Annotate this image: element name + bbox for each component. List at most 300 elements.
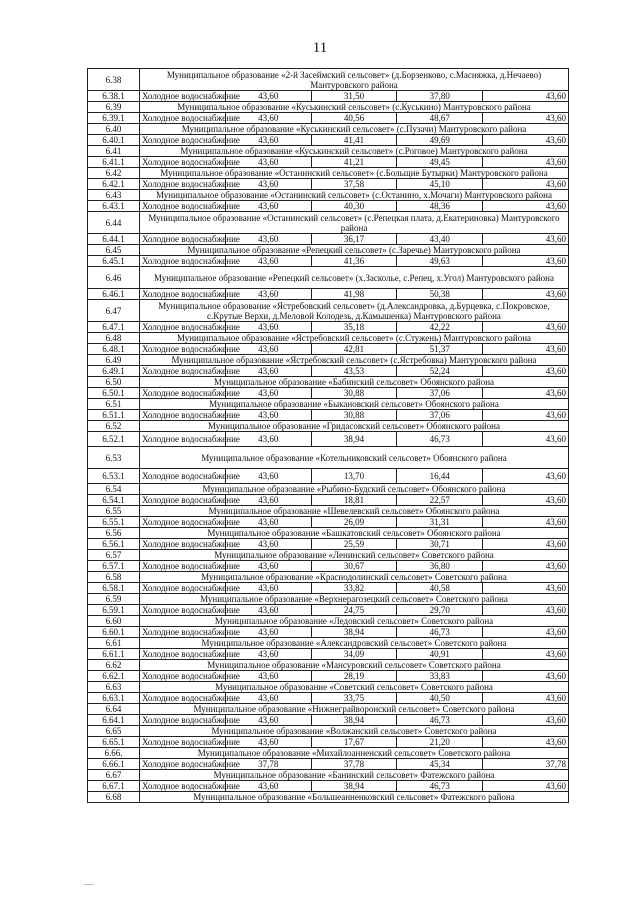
tariff-value-3: 50,38 [397,289,483,300]
row-number: 6.54.1 [88,495,140,506]
municipality-row [88,447,569,469]
row-number: 6.68 [88,792,140,803]
tariff-value-1: 43,60 [225,517,311,528]
tariff-value-4: 43,60 [483,517,569,528]
tariff-row [88,201,569,212]
service-name: Холодное водоснабжение [140,432,226,447]
service-name: Холодное водоснабжение [140,344,226,355]
municipality-title: Муниципальное образование «Куськинский сельсовет» (с.Роговое) Мантуровского района [140,146,569,157]
municipality-row [88,594,569,605]
municipality-row [88,146,569,157]
municipality-title: Муниципальное образование «Шевелевский сельсовет» Обоянского района [140,506,569,517]
tariff-value-2: 38,94 [311,781,397,792]
tariff-row [88,256,569,267]
tariff-row [88,781,569,792]
tariff-value-3: 49,69 [397,135,483,146]
row-number: 6.62 [88,660,140,671]
tariff-row [88,715,569,726]
tariff-value-2: 30,67 [311,561,397,572]
municipality-row [88,528,569,539]
tariff-value-4: 43,60 [483,366,569,377]
tariff-value-4: 43,60 [483,113,569,124]
tariff-row [88,289,569,300]
municipality-row [88,616,569,627]
row-number: 6.66. [88,748,140,759]
municipality-row [88,69,569,91]
tariff-value-3: 42,22 [397,322,483,333]
municipality-title: Муниципальное образование «Михайлоанненский сельсовет» Советского района [140,748,569,759]
tariff-row [88,649,569,660]
row-number: 6.65 [88,726,140,737]
tariff-row [88,91,569,102]
tariff-value-2: 13,70 [311,469,397,484]
row-number: 6.42 [88,168,140,179]
service-name: Холодное водоснабжение [140,410,226,421]
tariff-value-1: 43,60 [225,627,311,638]
row-number: 6.47 [88,300,140,322]
tariff-value-4: 43,60 [483,432,569,447]
tariff-value-3: 51,37 [397,344,483,355]
row-number: 6.66.1 [88,759,140,770]
tariff-value-4: 43,60 [483,344,569,355]
municipality-title: Муниципальное образование «Мансуровский сельсовет» Советского района [140,660,569,671]
municipality-title: Муниципальное образование «Репецкий сельсовет» (с.Заречье) Мантуровского района [140,245,569,256]
tariff-value-2: 38,94 [311,432,397,447]
tariff-value-3: 48,36 [397,201,483,212]
tariff-value-1: 43,60 [225,671,311,682]
municipality-title: Муниципальное образование «Рыбино-Будский сельсовет» Обоянского района [140,484,569,495]
municipality-row [88,267,569,289]
service-name: Холодное водоснабжение [140,113,226,124]
tariff-value-4: 43,60 [483,201,569,212]
tariff-value-1: 43,60 [225,135,311,146]
row-number: 6.57 [88,550,140,561]
tariff-value-4: 43,60 [483,539,569,550]
service-name: Холодное водоснабжение [140,256,226,267]
tariff-value-2: 26,09 [311,517,397,528]
tariff-value-4: 43,60 [483,256,569,267]
municipality-row [88,506,569,517]
tariff-value-4: 43,60 [483,179,569,190]
municipality-title: Муниципальное образование «Ястребовский сельсовет» (д.Александровка, д.Бурцевка, с.Покровское, с.Крутые Верхи, д.Меловой Колодезь, д.Камышенка) Мантуровского района [140,300,569,322]
tariff-value-4: 43,60 [483,91,569,102]
municipality-row [88,421,569,432]
municipality-title: Муниципальное образование «Нижнеграйворонский сельсовет» Советского района [140,704,569,715]
tariff-value-4: 43,60 [483,289,569,300]
municipality-title: Муниципальное образование «Советский сельсовет» Советского района [140,682,569,693]
row-number: 6.41 [88,146,140,157]
tariff-value-3: 45,10 [397,179,483,190]
row-number: 6.67.1 [88,781,140,792]
municipality-title: Муниципальное образование «Краснодолинский сельсовет» Советского района [140,572,569,583]
row-number: 6.46.1 [88,289,140,300]
row-number: 6.64 [88,704,140,715]
municipality-row [88,704,569,715]
municipality-title: Муниципальное образование «Куськинский сельсовет» (с.Куськино) Мантуровского района [140,102,569,113]
tariff-value-3: 40,91 [397,649,483,660]
row-number: 6.53.1 [88,469,140,484]
tariff-value-2: 31,50 [311,91,397,102]
municipality-row [88,726,569,737]
row-number: 6.60.1 [88,627,140,638]
row-number: 6.45.1 [88,256,140,267]
tariff-value-1: 43,60 [225,157,311,168]
row-number: 6.47.1 [88,322,140,333]
municipality-row [88,355,569,366]
tariff-value-4: 43,60 [483,495,569,506]
tariff-value-1: 43,60 [225,388,311,399]
tariff-value-4: 43,60 [483,234,569,245]
service-name: Холодное водоснабжение [140,469,226,484]
tariff-row [88,539,569,550]
row-number: 6.63 [88,682,140,693]
municipality-title: Муниципальное образование «Куськинский сельсовет» (с.Пузачи) Мантуровского района [140,124,569,135]
tariff-row [88,759,569,770]
municipality-title: Муниципальное образование «Быкановский сельсовет» Обоянского района [140,399,569,410]
tariff-value-4: 43,60 [483,627,569,638]
municipality-row [88,124,569,135]
tariff-value-2: 40,56 [311,113,397,124]
tariff-row [88,693,569,704]
tariff-value-2: 17,67 [311,737,397,748]
tariff-row [88,113,569,124]
tariff-row [88,517,569,528]
row-number: 6.46 [88,267,140,289]
tariff-value-3: 46,73 [397,432,483,447]
tariff-value-3: 40,58 [397,583,483,594]
tariff-value-3: 30,71 [397,539,483,550]
tariff-row [88,671,569,682]
tariff-value-4: 43,60 [483,135,569,146]
service-name: Холодное водоснабжение [140,135,226,146]
service-name: Холодное водоснабжение [140,539,226,550]
tariff-value-3: 49,45 [397,157,483,168]
service-name: Холодное водоснабжение [140,671,226,682]
row-number: 6.61 [88,638,140,649]
tariff-value-3: 36,80 [397,561,483,572]
tariff-value-2: 33,82 [311,583,397,594]
service-name: Холодное водоснабжение [140,693,226,704]
municipality-title: Муниципальное образование «Останинский сельсовет» (с.Останино, х.Мочаги) Мантуровского района [140,190,569,201]
row-number: 6.63.1 [88,693,140,704]
tariff-value-3: 43,40 [397,234,483,245]
municipality-row [88,748,569,759]
tariff-value-3: 37,06 [397,410,483,421]
tariff-value-3: 49,63 [397,256,483,267]
tariff-value-2: 40,30 [311,201,397,212]
tariff-value-1: 43,60 [225,781,311,792]
row-number: 6.61.1 [88,649,140,660]
tariff-value-1: 43,60 [225,344,311,355]
row-number: 6.64.1 [88,715,140,726]
tariff-value-1: 43,60 [225,561,311,572]
tariff-value-3: 45,34 [397,759,483,770]
tariff-value-1: 37,78 [225,759,311,770]
municipality-row [88,770,569,781]
municipality-row [88,333,569,344]
municipality-row [88,245,569,256]
row-number: 6.40.1 [88,135,140,146]
service-name: Холодное водоснабжение [140,781,226,792]
service-name: Холодное водоснабжение [140,91,226,102]
tariff-value-1: 43,60 [225,715,311,726]
service-name: Холодное водоснабжение [140,715,226,726]
tariff-value-1: 43,60 [225,737,311,748]
municipality-title: Муниципальное образование «Верхнерагозецкий сельсовет» Советского района [140,594,569,605]
service-name: Холодное водоснабжение [140,495,226,506]
tariff-row [88,432,569,447]
tariff-value-1: 43,60 [225,201,311,212]
tariff-value-4: 43,60 [483,715,569,726]
row-number: 6.43 [88,190,140,201]
tariff-row [88,322,569,333]
municipality-row [88,792,569,803]
service-name: Холодное водоснабжение [140,322,226,333]
row-number: 6.50 [88,377,140,388]
tariff-value-3: 29,70 [397,605,483,616]
tariff-row [88,495,569,506]
service-name: Холодное водоснабжение [140,157,226,168]
tariff-value-2: 30,88 [311,388,397,399]
municipality-title: Муниципальное образование «Ястребовский сельсовет» (с.Ястребовка) Мантуровского района [140,355,569,366]
tariff-row [88,561,569,572]
tariff-value-1: 43,60 [225,289,311,300]
tariff-row [88,583,569,594]
row-number: 6.49.1 [88,366,140,377]
row-number: 6.38 [88,69,140,91]
page-footer-mark [84,884,94,885]
municipality-title: Муниципальное образование «Башкатовский сельсовет» Обоянского района [140,528,569,539]
tariff-row [88,410,569,421]
municipality-row [88,102,569,113]
row-number: 6.65.1 [88,737,140,748]
municipality-title: Муниципальное образование «Александровский сельсовет» Советского района [140,638,569,649]
tariff-row [88,627,569,638]
row-number: 6.53 [88,447,140,469]
row-number: 6.55 [88,506,140,517]
tariff-value-2: 42,81 [311,344,397,355]
municipality-row [88,682,569,693]
tariff-value-2: 37,78 [311,759,397,770]
row-number: 6.38.1 [88,91,140,102]
municipality-row [88,572,569,583]
tariff-value-3: 48,67 [397,113,483,124]
row-number: 6.54 [88,484,140,495]
tariff-value-1: 43,60 [225,539,311,550]
municipality-row [88,399,569,410]
tariff-value-1: 43,60 [225,366,311,377]
page-number: 11 [312,40,328,56]
tariff-row [88,344,569,355]
tariff-value-4: 43,60 [483,469,569,484]
tariff-row [88,388,569,399]
tariff-value-2: 41,36 [311,256,397,267]
tariff-value-2: 18,81 [311,495,397,506]
row-number: 6.52.1 [88,432,140,447]
row-number: 6.49 [88,355,140,366]
municipality-row [88,168,569,179]
tariff-value-4: 43,60 [483,671,569,682]
row-number: 6.48.1 [88,344,140,355]
municipality-row [88,550,569,561]
tariff-value-4: 37,78 [483,759,569,770]
tariff-row [88,366,569,377]
tariff-value-2: 43,53 [311,366,397,377]
tariff-value-1: 43,60 [225,583,311,594]
service-name: Холодное водоснабжение [140,289,226,300]
tariff-table-body [88,69,569,803]
row-number: 6.41.1 [88,157,140,168]
tariff-value-2: 30,88 [311,410,397,421]
tariff-value-3: 21,20 [397,737,483,748]
tariff-value-1: 43,60 [225,91,311,102]
row-number: 6.51 [88,399,140,410]
tariff-value-1: 43,60 [225,693,311,704]
service-name: Холодное водоснабжение [140,759,226,770]
municipality-title: Муниципальное образование «Бабинский сельсовет» Обоянского района [140,377,569,388]
tariff-value-2: 41,98 [311,289,397,300]
municipality-row [88,300,569,322]
tariff-value-1: 43,60 [225,649,311,660]
municipality-title: Муниципальное образование «Банинский сельсовет» Фатежского района [140,770,569,781]
tariff-value-4: 43,60 [483,410,569,421]
tariff-value-3: 16,44 [397,469,483,484]
tariff-value-2: 41,41 [311,135,397,146]
service-name: Холодное водоснабжение [140,649,226,660]
municipality-row [88,660,569,671]
row-number: 6.59 [88,594,140,605]
tariff-value-1: 43,60 [225,234,311,245]
service-name: Холодное водоснабжение [140,605,226,616]
row-number: 6.48 [88,333,140,344]
tariff-value-2: 34,09 [311,649,397,660]
tariff-row [88,157,569,168]
municipality-row [88,377,569,388]
tariff-row [88,737,569,748]
tariff-value-2: 36,17 [311,234,397,245]
row-number: 6.43.1 [88,201,140,212]
row-number: 6.55.1 [88,517,140,528]
tariff-value-2: 25,59 [311,539,397,550]
row-number: 6.40 [88,124,140,135]
row-number: 6.39 [88,102,140,113]
tariff-value-2: 41,21 [311,157,397,168]
tariff-value-1: 43,60 [225,113,311,124]
tariff-value-3: 40,50 [397,693,483,704]
row-number: 6.44 [88,212,140,234]
service-name: Холодное водоснабжение [140,561,226,572]
municipality-row [88,638,569,649]
municipality-title: Муниципальное образование «Ленинский сельсовет» Советского района [140,550,569,561]
tariff-value-4: 43,60 [483,561,569,572]
tariff-value-2: 28,19 [311,671,397,682]
service-name: Холодное водоснабжение [140,234,226,245]
tariff-value-3: 52,24 [397,366,483,377]
tariff-value-4: 43,60 [483,781,569,792]
service-name: Холодное водоснабжение [140,179,226,190]
tariff-row [88,469,569,484]
tariff-value-4: 43,60 [483,737,569,748]
row-number: 6.44.1 [88,234,140,245]
tariff-value-1: 43,60 [225,495,311,506]
tariff-value-1: 43,60 [225,432,311,447]
tariff-value-1: 43,60 [225,469,311,484]
row-number: 6.51.1 [88,410,140,421]
tariff-table [87,68,569,803]
row-number: 6.50.1 [88,388,140,399]
service-name: Холодное водоснабжение [140,201,226,212]
row-number: 6.60 [88,616,140,627]
service-name: Холодное водоснабжение [140,737,226,748]
service-name: Холодное водоснабжение [140,366,226,377]
row-number: 6.52 [88,421,140,432]
municipality-title: Муниципальное образование «Останинский сельсовет» (с.Больщие Бутырки) Мантуровского района [140,168,569,179]
service-name: Холодное водоснабжение [140,583,226,594]
tariff-row [88,179,569,190]
municipality-title: Муниципальное образование «Котельниковский сельсовет» Обоянского района [140,447,569,469]
tariff-value-3: 37,06 [397,388,483,399]
tariff-value-4: 43,60 [483,583,569,594]
municipality-row [88,212,569,234]
row-number: 6.42.1 [88,179,140,190]
municipality-title: Муниципальное образование «Волжанский сельсовет» Советского района [140,726,569,737]
tariff-value-4: 43,60 [483,649,569,660]
tariff-value-1: 43,60 [225,410,311,421]
tariff-value-3: 31,31 [397,517,483,528]
tariff-value-4: 43,60 [483,388,569,399]
tariff-value-1: 43,60 [225,179,311,190]
row-number: 6.58.1 [88,583,140,594]
tariff-value-3: 46,73 [397,715,483,726]
tariff-value-3: 22,57 [397,495,483,506]
row-number: 6.39.1 [88,113,140,124]
tariff-row [88,605,569,616]
municipality-title: Муниципальное образование «Гридасовский сельсовет» Обоянского района [140,421,569,432]
tariff-value-2: 38,94 [311,627,397,638]
tariff-row [88,234,569,245]
row-number: 6.56.1 [88,539,140,550]
tariff-value-4: 43,60 [483,157,569,168]
tariff-value-3: 37,80 [397,91,483,102]
tariff-value-1: 43,60 [225,605,311,616]
municipality-title: Муниципальное образование «Большеанненковский сельсовет» Фатежского района [140,792,569,803]
tariff-value-2: 33,75 [311,693,397,704]
row-number: 6.45 [88,245,140,256]
tariff-value-2: 35,18 [311,322,397,333]
row-number: 6.62.1 [88,671,140,682]
tariff-value-4: 43,60 [483,605,569,616]
municipality-title: Муниципальное образование «Ястребовский сельсовет» (с.Стужень) Мантуровского района [140,333,569,344]
municipality-row [88,190,569,201]
tariff-value-2: 37,58 [311,179,397,190]
tariff-row [88,135,569,146]
tariff-value-2: 24,75 [311,605,397,616]
service-name: Холодное водоснабжение [140,388,226,399]
municipality-title: Муниципальное образование «Репецкий сельсовет» (х.Засколье, с.Репец, х.Угол) Мантуровского района [140,267,569,289]
tariff-value-1: 43,60 [225,322,311,333]
tariff-value-3: 46,73 [397,781,483,792]
tariff-value-3: 46,73 [397,627,483,638]
municipality-title: Муниципальное образование «Ледовский сельсовет» Советского района [140,616,569,627]
service-name: Холодное водоснабжение [140,627,226,638]
row-number: 6.57.1 [88,561,140,572]
tariff-value-4: 43,60 [483,693,569,704]
row-number: 6.59.1 [88,605,140,616]
tariff-value-3: 33,83 [397,671,483,682]
tariff-value-4: 43,60 [483,322,569,333]
tariff-value-1: 43,60 [225,256,311,267]
service-name: Холодное водоснабжение [140,517,226,528]
